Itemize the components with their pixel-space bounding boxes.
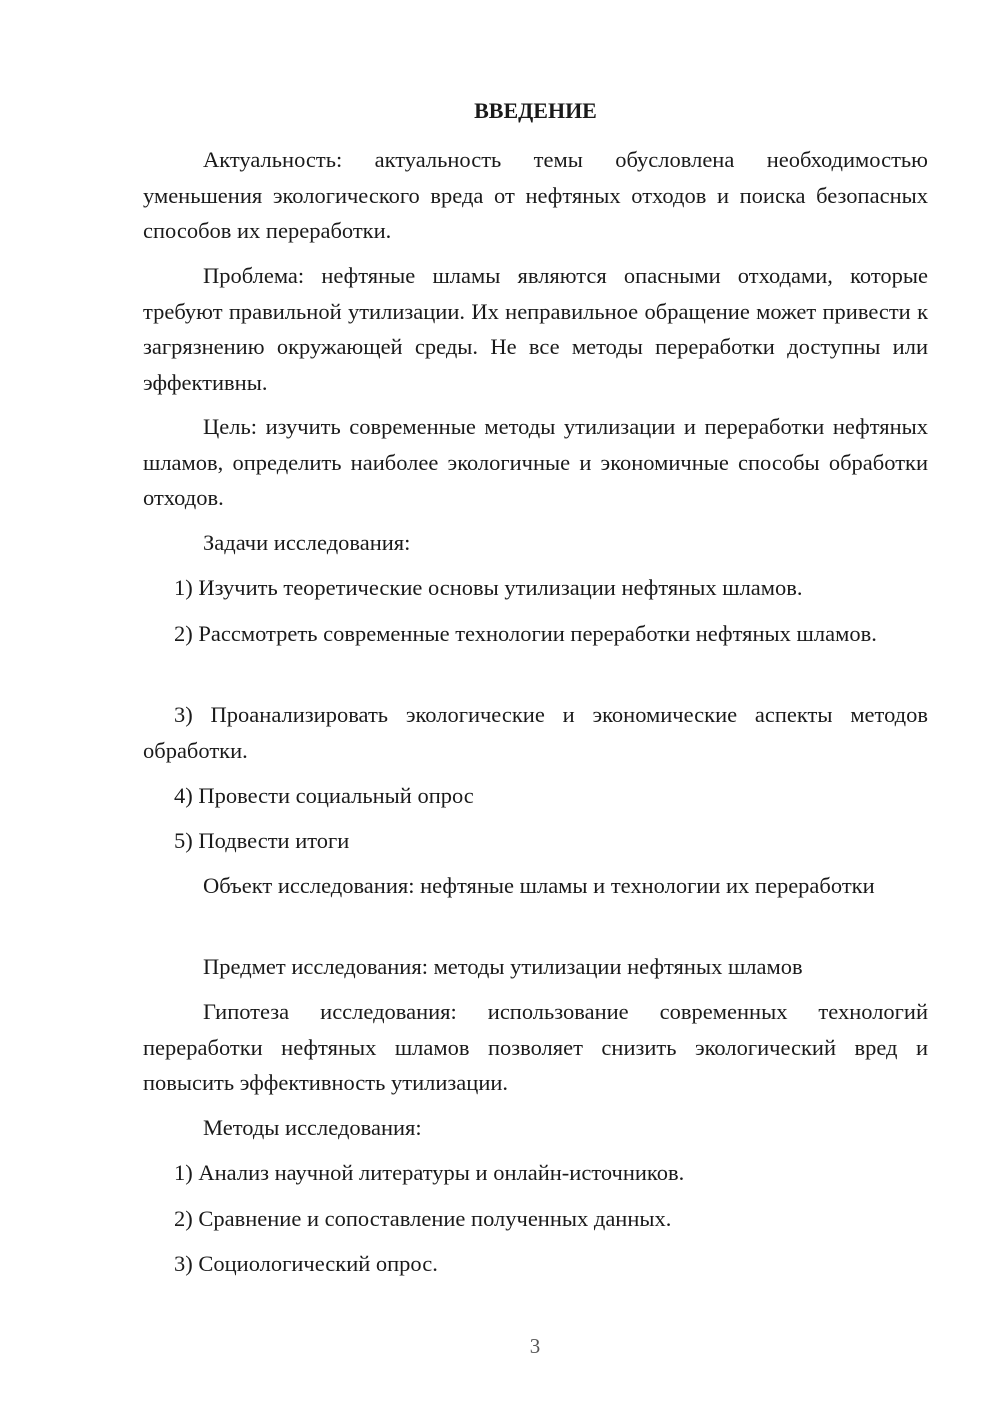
method-item-3: 3) Социологический опрос.	[174, 1251, 438, 1276]
page-title: ВВЕДЕНИЕ	[474, 98, 597, 123]
paragraph-hypothesis: Гипотеза исследования: использование современных технологий переработки нефтяных шламов позволяет снизить экологический вред и повысить эффективность утилизации.	[143, 999, 928, 1095]
paragraph-goal: Цель: изучить современные методы утилизации и переработки нефтяных шламов, определить наиболее экологичные и экономичные способы обработки отходов.	[143, 414, 928, 510]
task-item-5: 5) Подвести итоги	[174, 828, 350, 853]
tasks-title: Задачи исследования:	[203, 530, 411, 555]
method-item-2: 2) Сравнение и сопоставление полученных данных.	[174, 1206, 672, 1231]
methods-title: Методы исследования:	[203, 1115, 422, 1140]
page-number: 3	[529, 1334, 541, 1358]
paragraph-object: Объект исследования: нефтяные шламы и технологии их переработки	[203, 873, 875, 898]
task-item-2: 2) Рассмотреть современные технологии переработки нефтяных шламов.	[174, 621, 877, 646]
paragraph-problem: Проблема: нефтяные шламы являются опасными отходами, которые требуют правильной утилизации. Их неправильное обращение может привести к загрязнению окружающей среды. Не все методы переработки доступны или эффективны.	[143, 263, 928, 395]
task-item-3: 3) Проанализировать экологические и экономические аспекты методов обработки.	[143, 702, 928, 763]
paragraph-subject: Предмет исследования: методы утилизации нефтяных шламов	[203, 954, 803, 979]
task-item-1: 1) Изучить теоретические основы утилизации нефтяных шламов.	[174, 575, 803, 600]
task-item-4: 4) Провести социальный опрос	[174, 783, 474, 808]
method-item-1: 1) Анализ научной литературы и онлайн-источников.	[174, 1160, 685, 1185]
paragraph-relevance: Актуальность: актуальность темы обусловлена необходимостью уменьшения экологического вреда от нефтяных отходов и поиска безопасных способов их переработки.	[143, 147, 928, 243]
